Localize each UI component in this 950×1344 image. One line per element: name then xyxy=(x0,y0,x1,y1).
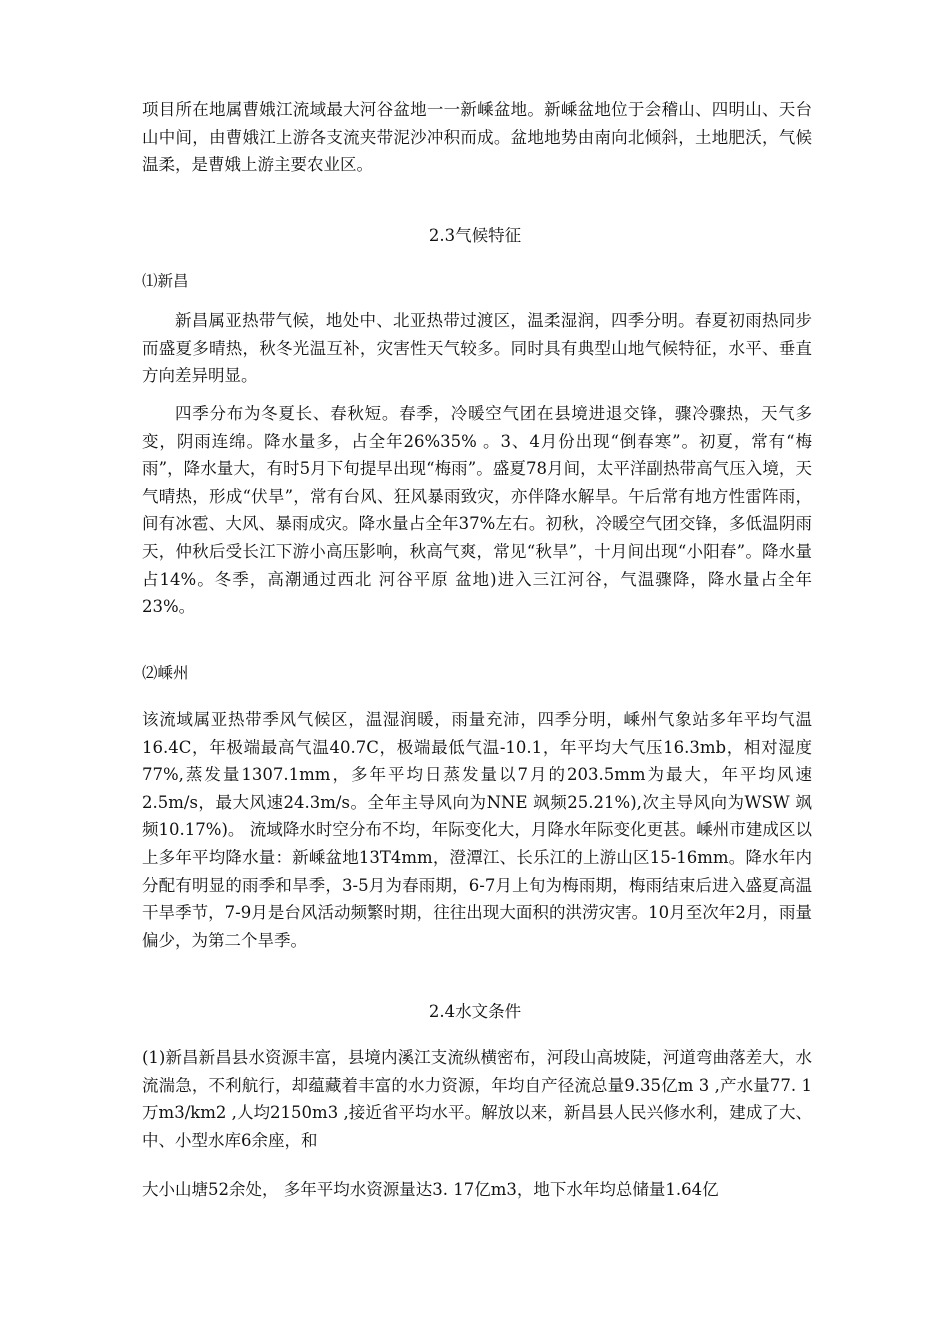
section-heading-climate: 2.3气候特征 xyxy=(428,226,522,245)
subsection-label-xinchang: ⑴新昌 xyxy=(142,272,189,290)
hydrology-paragraph-2: 大小山塘52余处， 多年平均水资源量达3. 17亿m3，地下水年均总储量1.64亿 xyxy=(142,1180,719,1199)
xinchang-paragraph-2: 四季分布为冬夏长、春秋短。春季，冷暖空气团在县境进退交锋，骤冷骤热，天气多变，阴雨连绵。降水量多，占全年26%35% 。3、4月份出现“倒春寒”。初夏，常有“梅雨”，降水量大，有时5月下旬提早出现“梅雨”。盛夏78月间，太平洋副热带高气压入境，天气晴热，形成“伏旱”，常有台风、狂风暴雨致灾，亦伴降水解旱。午后常有地方性雷阵雨，间有冰雹、大风、暴雨成灾。降水量占全年37%左右。初秋，冷暖空气团交锋，多低温阴雨天，仲秋后受长江下游小高压影响，秋高气爽，常见“秋旱”，十月间出现“小阳春”。降水量占14%。冬季，高潮通过西北 河谷平原 盆地)进入三江河谷，气温骤降，降水量占全年23%。 xyxy=(142,404,812,617)
shengzhou-paragraph: 该流域属亚热带季风气候区，温湿润暖，雨量充沛，四季分明，嵊州气象站多年平均气温16.4C，年极端最高气温40.7C，极端最低气温-10.1，年平均大气压16.3mb，相对湿度77%,蒸发量1307.1mm，多年平均日蒸发量以7月的203.5mm为最大，年平均风速2.5m/s，最大风速24.3m/s。全年主导风向为NNE 飒频25.21%),次主导风向为WSW 飒频10.17%)。 流域降水时空分布不均，年际变化大，月降水年际变化更甚。嵊州市建成区以上多年平均降水量：新嵊盆地13T4mm，澄潭江、长乐江的上游山区15-16mm。降水年内分配有明显的雨季和旱季，3-5月为春雨期，6-7月上旬为梅雨期，梅雨结束后进入盛夏高温干旱季节，7-9月是台风活动频繁时期，往往出现大面积的洪涝灾害。10月至次年2月，雨量偏少，为第二个旱季。 xyxy=(142,710,812,950)
xinchang-paragraph-1: 新昌属亚热带气候，地处中、北亚热带过渡区，温柔湿润，四季分明。春夏初雨热同步而盛夏多晴热，秋冬光温互补，灾害性天气较多。同时具有典型山地气候特征，水平、垂直方向差异明显。 xyxy=(142,311,812,386)
subsection-label-shengzhou: ⑵嵊州 xyxy=(142,664,189,682)
hydrology-paragraph-1: (1)新昌新昌县水资源丰富，县境内溪江支流纵横密布，河段山高坡陡，河道弯曲落差大，水流湍急，不利航行，却蕴藏着丰富的水力资源，年均自产径流总量9.35亿m 3 ,产水量77. 1万m3/km2 ,人均2150m3 ,接近省平均水平。解放以来，新昌县人民兴修水利，建成了大、中、小型水库6余座，和 xyxy=(142,1048,812,1150)
intro-paragraph: 项目所在地属曹娥江流域最大河谷盆地一一新嵊盆地。新嵊盆地位于会稽山、四明山、天台山中间，由曹娥江上游各支流夹带泥沙冲积而成。盆地地势由南向北倾斜，土地肥沃，气候温柔，是曹娥上游主要农业区。 xyxy=(142,100,812,175)
section-heading-hydrology: 2.4水文条件 xyxy=(428,1002,522,1021)
